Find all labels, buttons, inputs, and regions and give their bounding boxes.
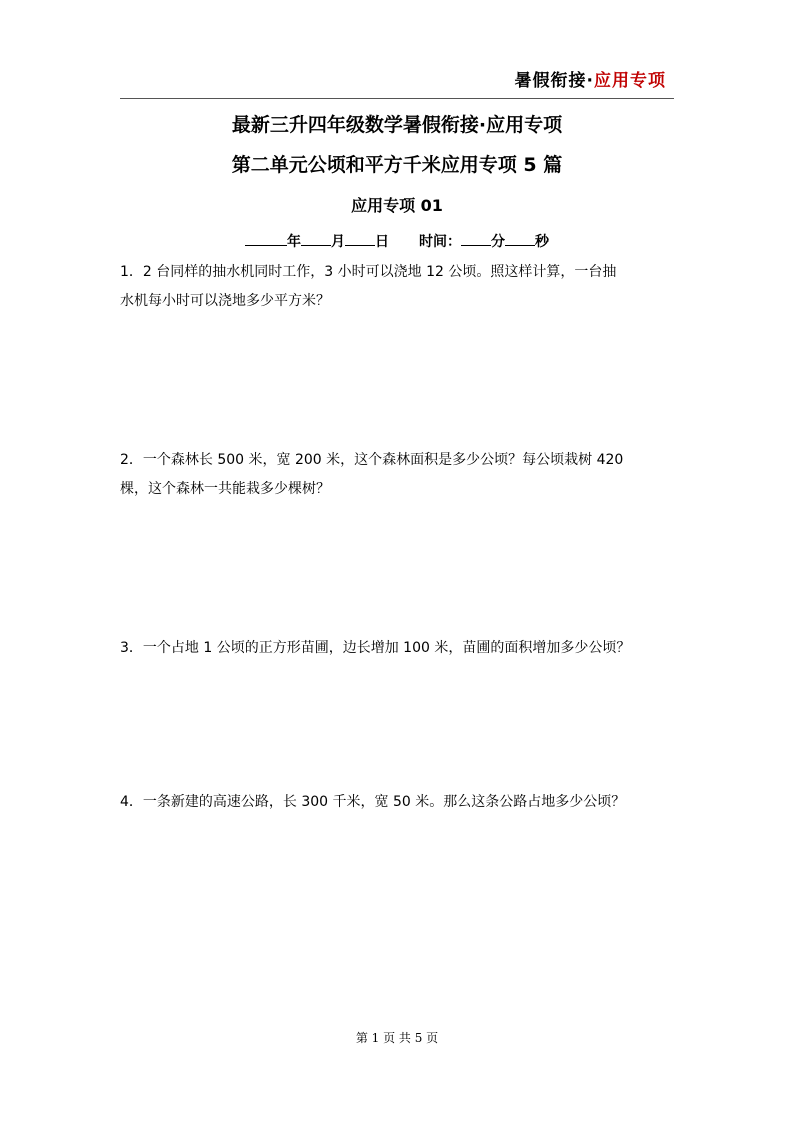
question-3 bbox=[120, 634, 676, 663]
day-blank[interactable] bbox=[345, 233, 375, 246]
header-tag bbox=[515, 66, 666, 91]
question-1-line-1: 1．2 台同样的抽水机同时工作，3 小时可以浇地 12 公顷。照这样计算，一台抽 bbox=[120, 264, 617, 280]
day-label: 日 bbox=[375, 234, 389, 250]
month-label: 月 bbox=[331, 234, 345, 250]
year-blank[interactable] bbox=[245, 233, 287, 246]
header-tag-accent: 应用专项 bbox=[594, 71, 666, 91]
header-tag-main: 暑假衔接· bbox=[514, 71, 594, 91]
second-blank[interactable] bbox=[505, 233, 535, 246]
question-2-line-1: 2．一个森林长 500 米，宽 200 米，这个森林面积是多少公顷？每公顷栽树 420 bbox=[120, 452, 624, 468]
question-4-line-1: 4．一条新建的高速公路，长 300 千米，宽 50 米。那么这条公路占地多少公顷？ bbox=[120, 794, 626, 810]
document-title: 最新三升四年级数学暑假衔接·应用专项 bbox=[231, 114, 563, 136]
question-1 bbox=[120, 258, 676, 316]
year-label: 年 bbox=[287, 234, 301, 250]
date-time-line bbox=[0, 231, 794, 251]
question-4 bbox=[120, 788, 676, 817]
question-1-line-2: 水机每小时可以浇地多少平方米？ bbox=[120, 293, 330, 309]
document-subtitle: 第二单元公顷和平方千米应用专项 5 篇 bbox=[231, 154, 563, 176]
minute-blank[interactable] bbox=[461, 233, 491, 246]
question-2-line-2: 棵，这个森林一共能栽多少棵树？ bbox=[120, 481, 330, 497]
minute-label: 分 bbox=[491, 234, 505, 250]
question-3-line-1: 3．一个占地 1 公顷的正方形苗圃，边长增加 100 米，苗圃的面积增加多少公顷？ bbox=[120, 640, 631, 656]
question-2 bbox=[120, 446, 676, 504]
month-blank[interactable] bbox=[301, 233, 331, 246]
time-label: 时间： bbox=[419, 234, 461, 250]
section-title: 应用专项 01 bbox=[351, 196, 443, 215]
page-footer: 第 1 页 共 5 页 bbox=[355, 1031, 439, 1045]
second-label: 秒 bbox=[535, 234, 549, 250]
header-divider bbox=[120, 98, 674, 99]
